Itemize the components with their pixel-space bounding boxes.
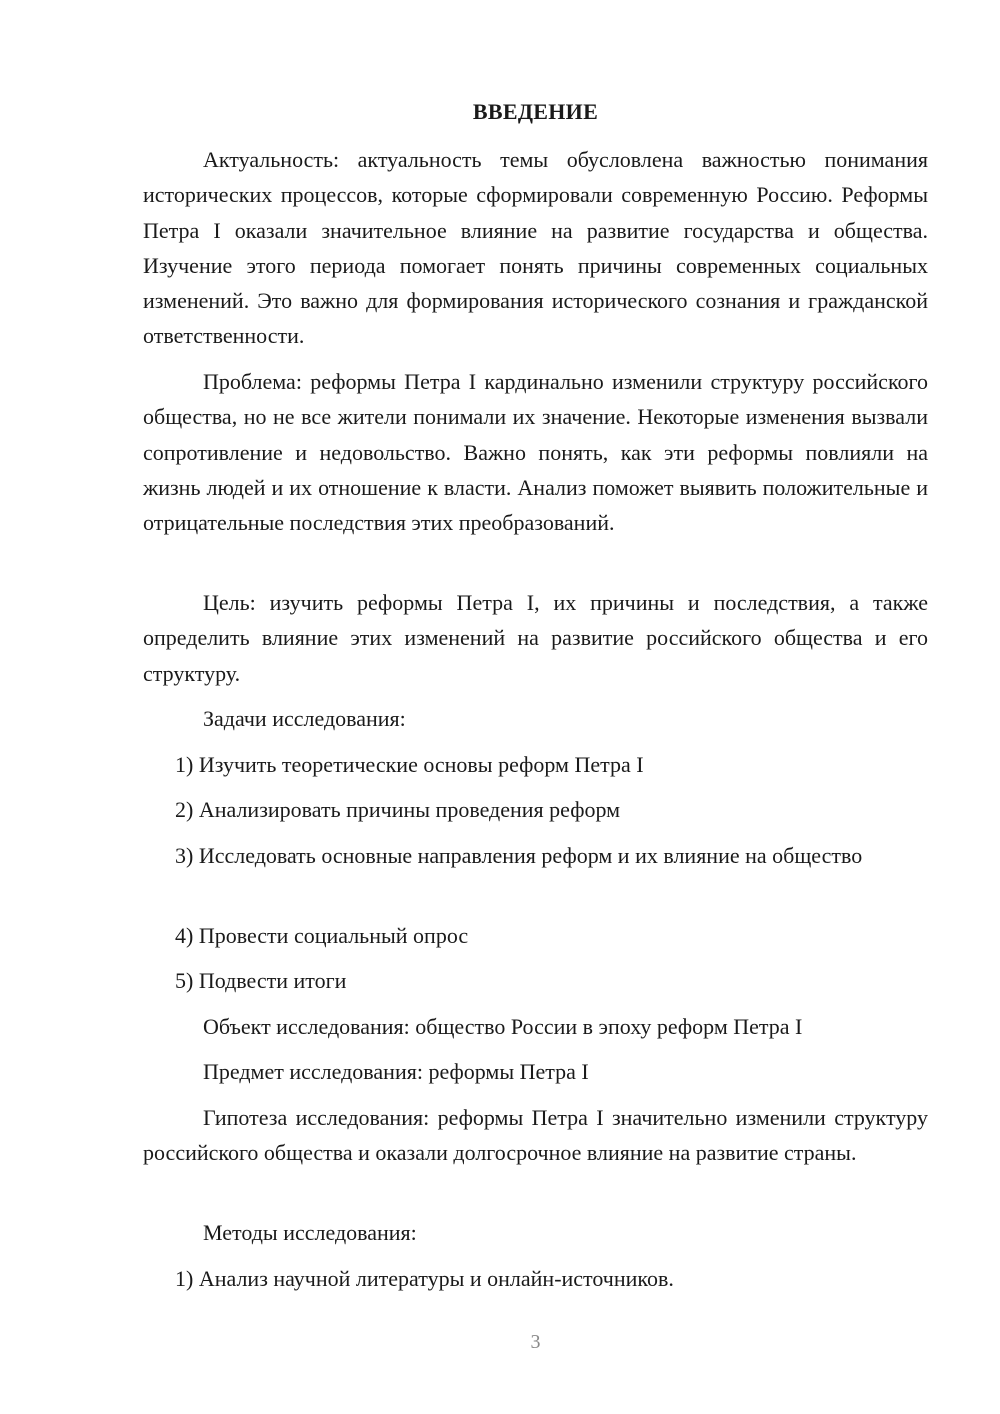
subject-line: Предмет исследования: реформы Петра I (203, 1059, 589, 1084)
relevance-paragraph: Актуальность: актуальность темы обусловлена важностью понимания исторических процессов, которые сформировали современную Россию. Реформы Петра I оказали значительное влияние на развитие государства и общества. Изучение этого периода помогает понять причины современных социальных изменений. Это важно для формирования исторического сознания и гражданской ответственности. (143, 147, 928, 349)
goal-paragraph: Цель: изучить реформы Петра I, их причины и последствия, а также определить влияние этих изменений на развитие российского общества и его структуру. (143, 590, 928, 686)
page-number: 3 (530, 1331, 541, 1353)
methods-heading: Методы исследования: (203, 1220, 417, 1245)
object-line: Объект исследования: общество России в эпоху реформ Петра I (203, 1014, 803, 1039)
task-item-4: 4) Провести социальный опрос (175, 923, 469, 948)
section-title: ВВЕДЕНИЕ (472, 99, 599, 124)
task-item-5: 5) Подвести итоги (175, 968, 347, 993)
problem-paragraph: Проблема: реформы Петра I кардинально изменили структуру российского общества, но не все жители понимали их значение. Некоторые изменения вызвали сопротивление и недовольство. Важно понять, как эти реформы повлияли на жизнь людей и их отношение к власти. Анализ поможет выявить положительные и отрицательные последствия этих преобразований. (143, 369, 928, 536)
task-item-2: 2) Анализировать причины проведения реформ (175, 797, 621, 822)
hypothesis-paragraph: Гипотеза исследования: реформы Петра I значительно изменили структуру российского общества и оказали долгосрочное влияние на развитие страны. (143, 1105, 928, 1166)
task-item-1: 1) Изучить теоретические основы реформ Петра I (175, 752, 644, 777)
tasks-heading: Задачи исследования: (203, 706, 406, 731)
method-item-1: 1) Анализ научной литературы и онлайн-источников. (175, 1266, 674, 1291)
task-item-3: 3) Исследовать основные направления реформ и их влияние на общество (175, 843, 863, 868)
